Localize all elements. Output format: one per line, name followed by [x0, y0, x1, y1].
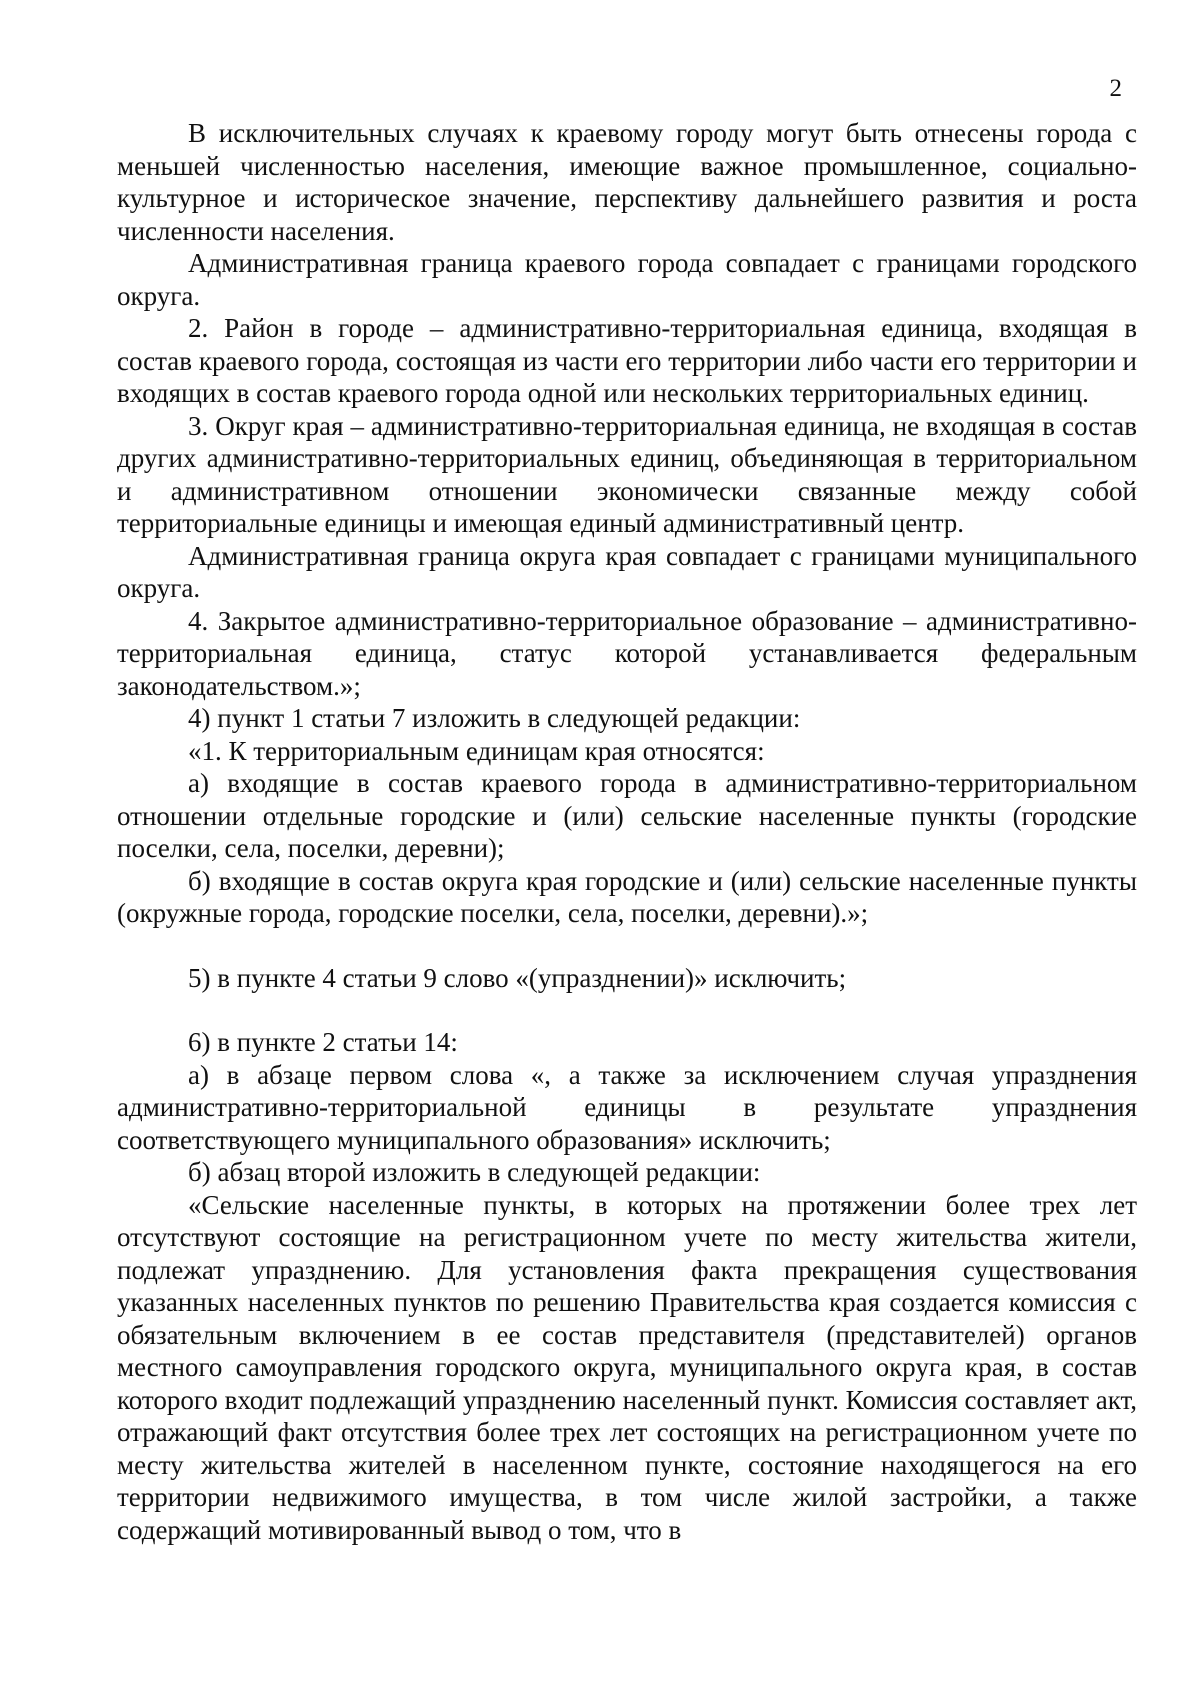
page-number: 2	[1109, 75, 1122, 102]
paragraph: а) в абзаце первом слова «, а также за исключением случая упразднения административно-территориальной единицы в результате упразднения соответствующего муниципального образования» исключить;	[117, 1059, 1137, 1155]
paragraph: б) абзац второй изложить в следующей редакции:	[188, 1157, 761, 1187]
paragraph: 4. Закрытое административно-территориальное образование – административно-территориальная единица, статус которой устанавливается федеральным законодательством.»;	[117, 605, 1137, 701]
paragraph: 5) в пункте 4 статьи 9 слово «(упразднении)» исключить;	[188, 962, 847, 993]
paragraph: б) входящие в состав округа края городские и (или) сельские населенные пункты (окружные города, городские поселки, села, поселки, деревни).»;	[117, 865, 1137, 928]
paragraph: 3. Округ края – административно-территориальная единица, не входящая в состав других административно-территориальных единиц, объединяющая в территориальном и административном отношении экономически связанные между собой территориальные единицы и имеющая единый административный центр.	[117, 410, 1137, 538]
paragraph: «Сельские населенные пункты, в которых на протяжении более трех лет отсутствуют состоящие на регистрационном учете по месту жительства жители, подлежат упразднению. Для установления факта прекращения существования указанных населенных пунктов по решению Правительства края создается комиссия с обязательным включением в ее состав представителя (представителей) органов местного самоуправления городского округа, муниципального округа края, в состав которого входит подлежащий упразднению населенный пункт. Комиссия составляет акт, отражающий факт отсутствия более трех лет состоящих на регистрационном учете по месту жительства жителей в населенном пункте, состояние находящегося на его территории недвижимого имущества, в том числе жилой застройки, а также содержащий мотивированный вывод о том, что в	[117, 1189, 1137, 1545]
document-body	[117, 117, 1137, 1546]
paragraph: Административная граница округа края совпадает с границами муниципального округа.	[117, 540, 1137, 603]
paragraph: 4) пункт 1 статьи 7 изложить в следующей редакции:	[188, 703, 801, 733]
paragraph: а) входящие в состав краевого города в административно-территориальном отношении отдельные городские и (или) сельские населенные пункты (городские поселки, села, поселки, деревни);	[117, 768, 1137, 863]
paragraph: В исключительных случаях к краевому городу могут быть отнесены города с меньшей численностью населения, имеющие важное промышленное, социально-культурное и историческое значение, перспективу дальнейшего развития и роста численности населения.	[117, 118, 1137, 246]
paragraph: Административная граница краевого города совпадает с границами городского округа.	[117, 248, 1137, 311]
paragraph: «1. К территориальным единицам края относятся:	[188, 735, 765, 766]
paragraph: 2. Район в городе – административно-территориальная единица, входящая в состав краевого города, состоящая из части его территории либо части его территории и входящих в состав краевого города одной или нескольких территориальных единиц.	[117, 313, 1137, 408]
paragraph: 6) в пункте 2 статьи 14:	[188, 1027, 458, 1057]
